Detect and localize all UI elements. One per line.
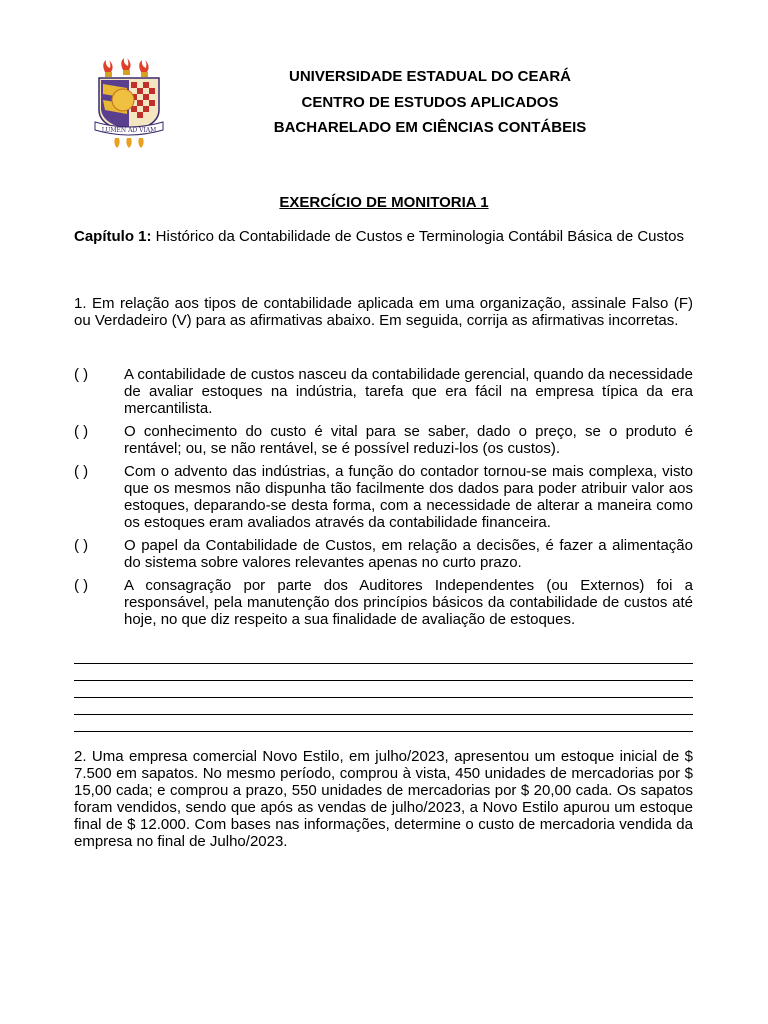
statement-text: O papel da Contabilidade de Custos, em relação a decisões, é fazer a alimentação do sistema sobre valores relevantes apenas no curto prazo. <box>124 537 693 571</box>
statement-text: Com o advento das indústrias, a função do contador tornou-se mais complexa, visto que os mesmos não dispunha tão facilmente dos dados para poder atribuir valor aos estoques, deparando-se desta forma, com a necessidade de alterar a maneira como os estoques eram avaliados através da contabilidade financeira. <box>124 463 693 531</box>
center-name: CENTRO DE ESTUDOS APLICADOS <box>301 94 559 111</box>
chapter-text: Histórico da Contabilidade de Custos e Terminologia Contábil Básica de Custos <box>151 228 685 245</box>
question-1-text: 1. Em relação aos tipos de contabilidade aplicada em uma organização, assinale Falso (F) ou Verdadeiro (V) para as afirmativas abaixo. Em seguida, corrija as afirmativas incorretas. <box>74 295 693 329</box>
chapter-label: Capítulo 1: <box>74 228 152 245</box>
chapter-line <box>74 228 693 245</box>
statement-text: O conhecimento do custo é vital para se saber, dado o preço, se o produto é rentável; ou, se não rentável, se é possível reduzi-los (os custos). <box>124 423 693 457</box>
statement-text: A consagração por parte dos Auditores Independentes (ou Externos) foi a responsável, pela manutenção dos princípios básicos da contabilidade de custos até hoje, no que diz respeito a sua finalidade de avaliação de estoques. <box>124 577 693 628</box>
answer-blank[interactable]: ( ) <box>74 366 89 383</box>
question-2-text: 2. Uma empresa comercial Novo Estilo, em julho/2023, apresentou um estoque inicial de $ 7.500 em sapatos. No mesmo período, comprou à vista, 450 unidades de mercadorias por $ 15,00 cada; e comprou a prazo, 550 unidades de mercadorias por $ 20,00 cada. Os sapatos foram vendidos, sendo que após as vendas de julho/2023, a Novo Estilo apurou um estoque final de $ 12.000. Com bases nas informações, determine o custo de mercadoria vendida da empresa no final de Julho/2023. <box>74 748 693 850</box>
svg-text:LUMEN AD VIAM: LUMEN AD VIAM <box>101 127 157 134</box>
answer-blank[interactable]: ( ) <box>74 577 89 594</box>
university-crest-logo <box>93 58 165 150</box>
answer-line[interactable] <box>74 663 693 664</box>
answer-blank[interactable]: ( ) <box>74 537 89 554</box>
answer-line[interactable] <box>74 714 693 715</box>
program-name: BACHARELADO EM CIÊNCIAS CONTÁBEIS <box>273 119 587 136</box>
statement-text: A contabilidade de custos nasceu da contabilidade gerencial, quando da necessidade de avaliar estoques na indústria, tarefa que era fácil na empresa típica da era mercantilista. <box>124 366 693 417</box>
answer-blank[interactable]: ( ) <box>74 463 89 480</box>
answer-line[interactable] <box>74 680 693 681</box>
answer-blank[interactable]: ( ) <box>74 423 89 440</box>
exercise-title: EXERCÍCIO DE MONITORIA 1 <box>279 194 489 211</box>
answer-line[interactable] <box>74 697 693 698</box>
answer-line[interactable] <box>74 731 693 732</box>
university-name: UNIVERSIDADE ESTADUAL DO CEARÁ <box>289 68 571 85</box>
